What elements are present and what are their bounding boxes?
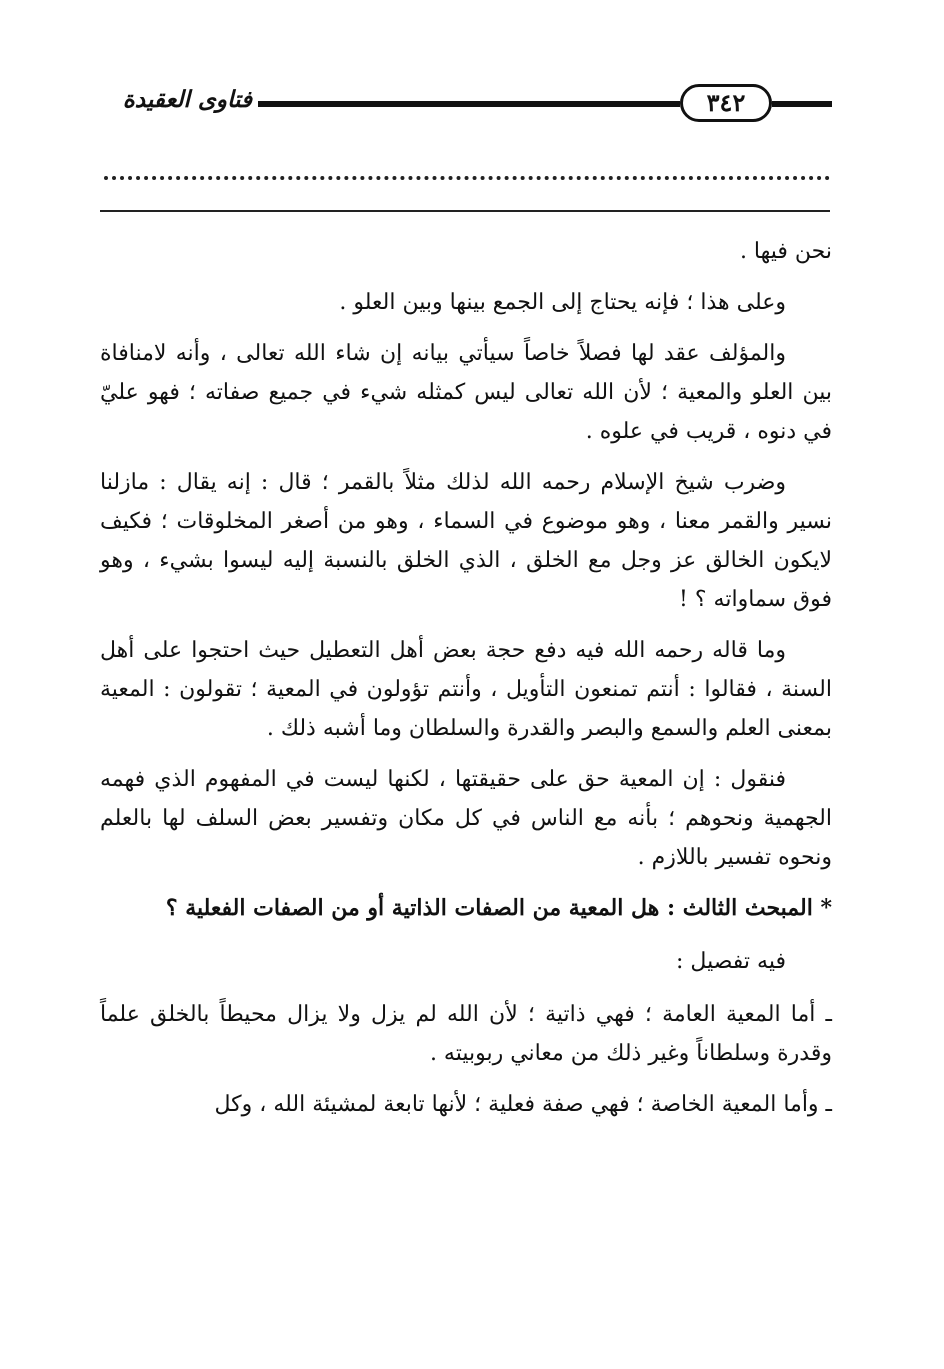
paragraph-4: وضرب شيخ الإسلام رحمه الله لذلك مثلاً بالقمر ؛ قال : إنه يقال : مازلنا نسير والقمر معنا ، وهو موضوع في السماء ، وهو من أصغر المخلوقات ؛ فكيف لايكون الخالق عز وجل مع الخلق ، الذي الخلق بالنسبة إليه ليسوا بشيء ، وهو فوق سماواته ؟ ! <box>100 470 832 612</box>
paragraph-3: والمؤلف عقد لها فصلاً خاصاً سيأتي بيانه إن شاء الله تعالى ، وأنه لامنافاة بين العلو والمعية ؛ لأن الله تعالى ليس كمثله شيء في جميع صفاته ؛ فهو عليّ في دنوه ، قريب في علوه . <box>100 341 832 444</box>
page-header <box>100 84 832 124</box>
paragraph-6: فنقول : إن المعية حق على حقيقتها ، لكنها ليست في المفهوم الذي فهمه الجهمية ونحوهم ؛ بأنه مع الناس في كل مكان وتفسير بعض السلف لها بالعلم ونحوه تفسير باللازم . <box>100 767 832 870</box>
paragraph-7: فيه تفصيل : <box>676 949 786 974</box>
paragraph-8: ـ أما المعية العامة ؛ فهي ذاتية ؛ لأن الله لم يزل ولا يزال محيطاً بالخلق علماً وقدرة وسلطاناً وغير ذلك من معاني ربوبيته . <box>100 1002 832 1066</box>
page-number: ٣٤٢ <box>680 84 772 122</box>
solid-separator <box>100 210 830 212</box>
paragraph-5: وما قاله رحمه الله فيه دفع حجة بعض أهل التعطيل حيث احتجوا على أهل السنة ، فقالوا : أنتم تمنعون التأويل ، وأنتم تؤولون في المعية ؛ تقولون : المعية بمعنى العلم والسمع والبصر والقدرة والسلطان وما أشبه ذلك . <box>100 638 832 741</box>
section-heading: * المبحث الثالث : هل المعية من الصفات الذاتية أو من الصفات الفعلية ؟ <box>165 895 832 921</box>
dotted-separator <box>104 176 830 180</box>
book-title: فتاوى العقيدة <box>122 86 252 113</box>
paragraph-1: نحن فيها . <box>739 239 832 264</box>
paragraph-2: وعلى هذا ؛ فإنه يحتاج إلى الجمع بينها وبين العلو . <box>339 290 786 315</box>
header-rule-right <box>772 101 832 107</box>
paragraph-9: ـ وأما المعية الخاصة ؛ فهي صفة فعلية ؛ لأنها تابعة لمشيئة الله ، وكل <box>214 1092 832 1117</box>
page-body <box>100 232 832 1136</box>
header-rule-left <box>258 101 680 107</box>
